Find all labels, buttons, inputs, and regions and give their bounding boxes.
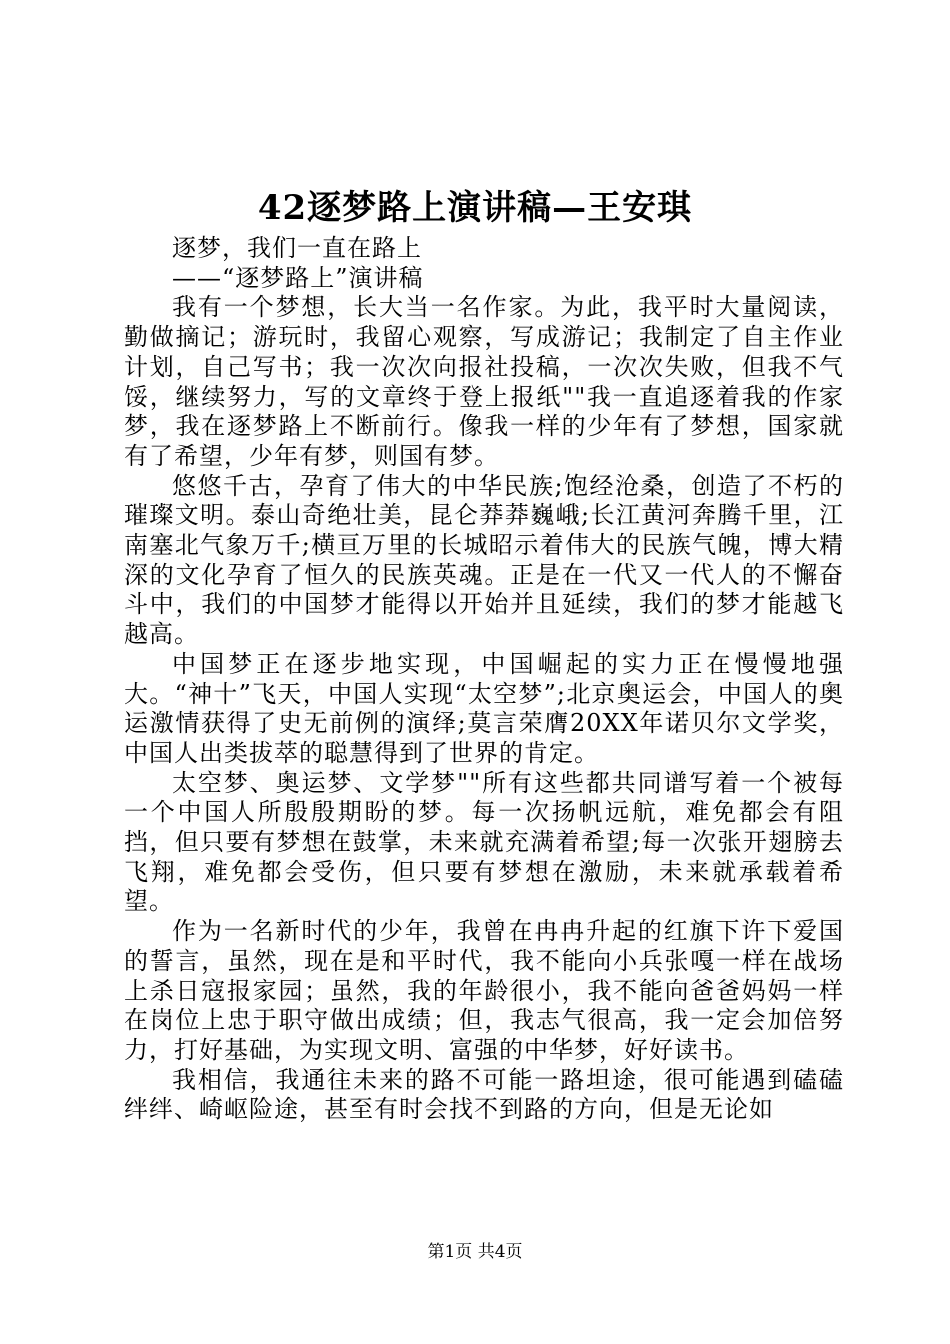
paragraph-5: 作为一名新时代的少年，我曾在冉冉升起的红旗下许下爱国的誓言，虽然，现在是和平时代，我不能向小兵张嘎一样在战场上杀日寇报家园；虽然，我的年龄很小，我不能向爸爸妈妈一样在岗位上忠于职守做出成绩；但，我志气很高，我一定会加倍努力，打好基础，为实现文明、富强的中华梦，好好读书。 (124, 917, 844, 1064)
subtitle-line-1: 逐梦，我们一直在路上 (172, 234, 422, 262)
paragraph-3: 中国梦正在逐步地实现，中国崛起的实力正在慢慢地强大。“神十”飞天，中国人实现“太空梦”;北京奥运会，中国人的奥运激情获得了史无前例的演绎;莫言荣膺20XX年诺贝尔文学奖，中国人出类拔萃的聪慧得到了世界的肯定。 (124, 649, 844, 767)
subtitle-line-2: ——“逐梦路上”演讲稿 (172, 263, 424, 292)
document-title: 42逐梦路上演讲稿—王安琪 (257, 188, 693, 228)
paragraph-2: 悠悠千古，孕育了伟大的中华民族;饱经沧桑，创造了不朽的璀璨文明。泰山奇绝壮美，昆仑莽莽巍峨;长江黄河奔腾千里，江南塞北气象万千;横亘万里的长城昭示着伟大的民族气魄，博大精深的文化孕育了恒久的民族英魂。正是在一代又一代人的不懈奋斗中，我们的中国梦才能得以开始并且延续，我们的梦才能越飞越高。 (124, 471, 844, 649)
page-footer: 第1页 共4页 (427, 1242, 523, 1262)
paragraph-6: 我相信，我通往未来的路不可能一路坦途，很可能遇到磕磕绊绊、崎岖险途，甚至有时会找不到路的方向，但是无论如 (124, 1065, 844, 1124)
paragraph-4: 太空梦、奥运梦、文学梦""所有这些都共同谱写着一个被每一个中国人所殷殷期盼的梦。每一次扬帆远航，难免都会有阻挡，但只要有梦想在鼓掌，未来就充满着希望;每一次张开翅膀去飞翔，难免都会受伤，但只要有梦想在激励，未来就承载着希望。 (124, 768, 844, 916)
document-body (124, 234, 844, 1125)
paragraph-1: 我有一个梦想，长大当一名作家。为此，我平时大量阅读，勤做摘记；游玩时，我留心观察，写成游记；我制定了自主作业计划，自己写书；我一次次向报社投稿，一次次失败，但我不气馁，继续努力，写的文章终于登上报纸""我一直追逐着我的作家梦，我在逐梦路上不断前行。像我一样的少年有了梦想，国家就有了希望，少年有梦，则国有梦。 (124, 293, 844, 470)
